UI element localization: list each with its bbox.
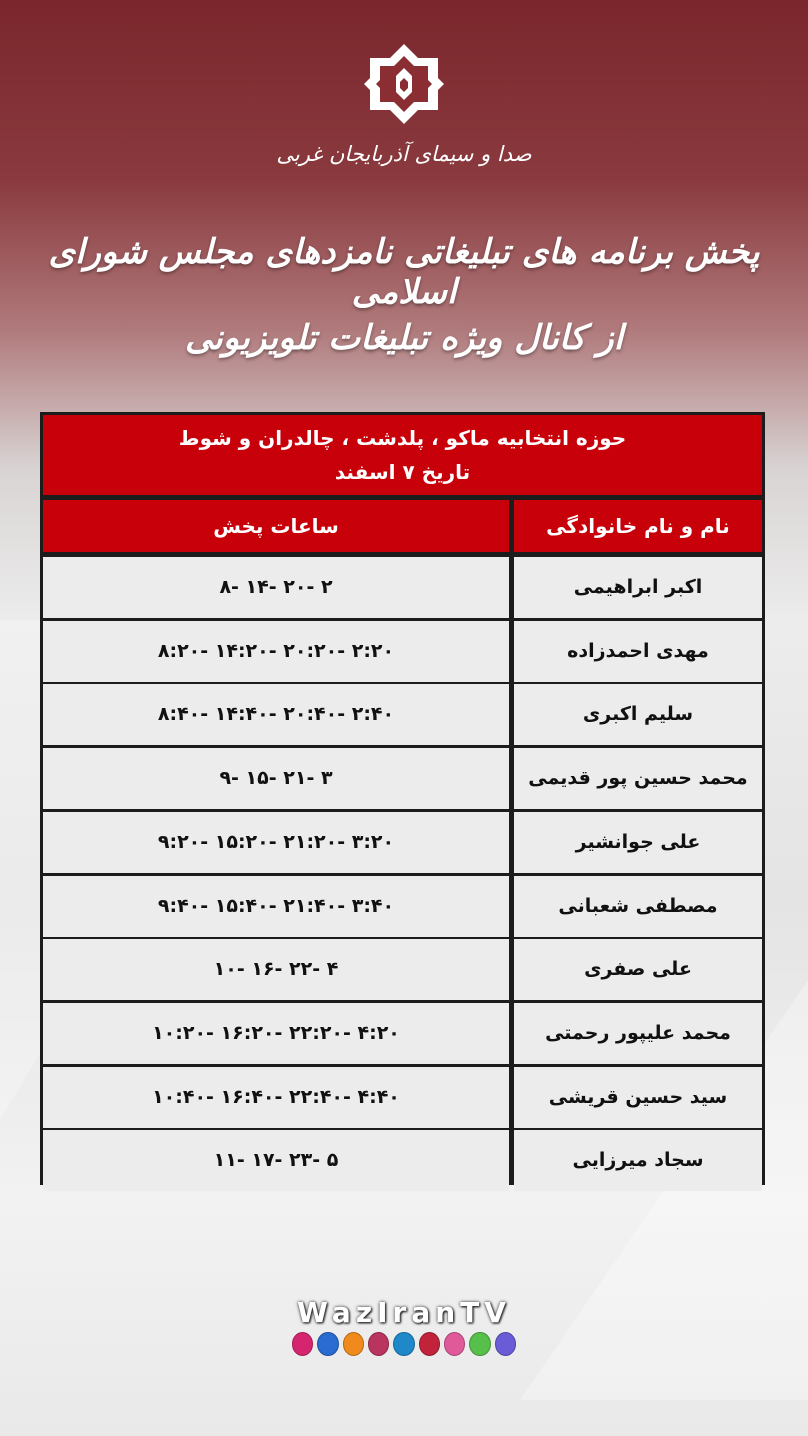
table-row (43, 1067, 762, 1128)
candidate-name: سید حسین قریشی (514, 1067, 762, 1128)
page-title: پخش برنامه های تبلیغاتی نامزدهای مجلس شورای اسلامی (48, 232, 760, 312)
broadcast-times: ۱۰:۴۰- ۱۶:۴۰- ۲۲:۴۰- ۴:۴۰ (43, 1067, 509, 1128)
instagram-icon (292, 1332, 313, 1356)
candidate-name: محمد علیپور رحمتی (514, 1003, 762, 1064)
candidate-name: مصطفی شعبانی (514, 876, 762, 937)
table-row (43, 621, 762, 682)
candidate-name: سجاد میرزایی (514, 1130, 762, 1191)
table-row (43, 812, 762, 873)
broadcaster-logo-icon (362, 42, 446, 126)
broadcast-times: ۹:۲۰- ۱۵:۲۰- ۲۱:۲۰- ۳:۲۰ (43, 812, 509, 873)
broadcast-times: ۸:۲۰- ۱۴:۲۰- ۲۰:۲۰- ۲:۲۰ (43, 621, 509, 682)
table-row (43, 939, 762, 1000)
check-icon (317, 1332, 338, 1356)
candidate-name: سلیم اکبری (514, 684, 762, 745)
aparat-icon (419, 1332, 440, 1356)
broadcast-times: ۹- ۱۵- ۲۱- ۳ (43, 748, 509, 809)
organization-name: صدا و سیمای آذربایجان غربی (276, 142, 532, 166)
table-row (43, 876, 762, 937)
soroush-icon (393, 1332, 414, 1356)
date-label: تاریخ ۷ اسفند (334, 460, 471, 484)
broadcast-times: ۸- ۱۴- ۲۰- ۲ (43, 557, 509, 618)
table-row (43, 1003, 762, 1064)
broadcast-times: ۱۱- ۱۷- ۲۳- ۵ (43, 1130, 509, 1191)
candidate-name: محمد حسین پور قدیمی (514, 748, 762, 809)
table-row (43, 1130, 762, 1191)
broadcast-times: ۸:۴۰- ۱۴:۴۰- ۲۰:۴۰- ۲:۴۰ (43, 684, 509, 745)
broadcast-times: ۱۰- ۱۶- ۲۲- ۴ (43, 939, 509, 1000)
column-header-time: ساعات پخش (43, 500, 509, 552)
page-subtitle: از کانال ویژه تبلیغات تلویزیونی (184, 318, 624, 358)
district-label: حوزه انتخابیه ماکو ، پلدشت ، چالدران و شوط (178, 426, 627, 450)
igap-icon (444, 1332, 465, 1356)
broadcast-times: ۹:۴۰- ۱۵:۴۰- ۲۱:۴۰- ۳:۴۰ (43, 876, 509, 937)
chat-icon (495, 1332, 516, 1356)
table-header (43, 415, 762, 495)
broadcast-times: ۱۰:۲۰- ۱۶:۲۰- ۲۲:۲۰- ۴:۲۰ (43, 1003, 509, 1064)
schedule-table (40, 412, 765, 1185)
bale-icon (469, 1332, 490, 1356)
candidate-name: علی جوانشیر (514, 812, 762, 873)
candidate-name: اکبر ابراهیمی (514, 557, 762, 618)
column-header-name: نام و نام خانوادگی (514, 500, 762, 552)
candidate-name: علی صفری (514, 939, 762, 1000)
table-row (43, 748, 762, 809)
candidate-name: مهدی احمدزاده (514, 621, 762, 682)
social-icons (292, 1332, 516, 1360)
brand-watermark: WazIranTV (297, 1296, 511, 1329)
table-row (43, 557, 762, 618)
eitaa-icon (343, 1332, 364, 1356)
rubika-icon (368, 1332, 389, 1356)
table-row (43, 684, 762, 745)
